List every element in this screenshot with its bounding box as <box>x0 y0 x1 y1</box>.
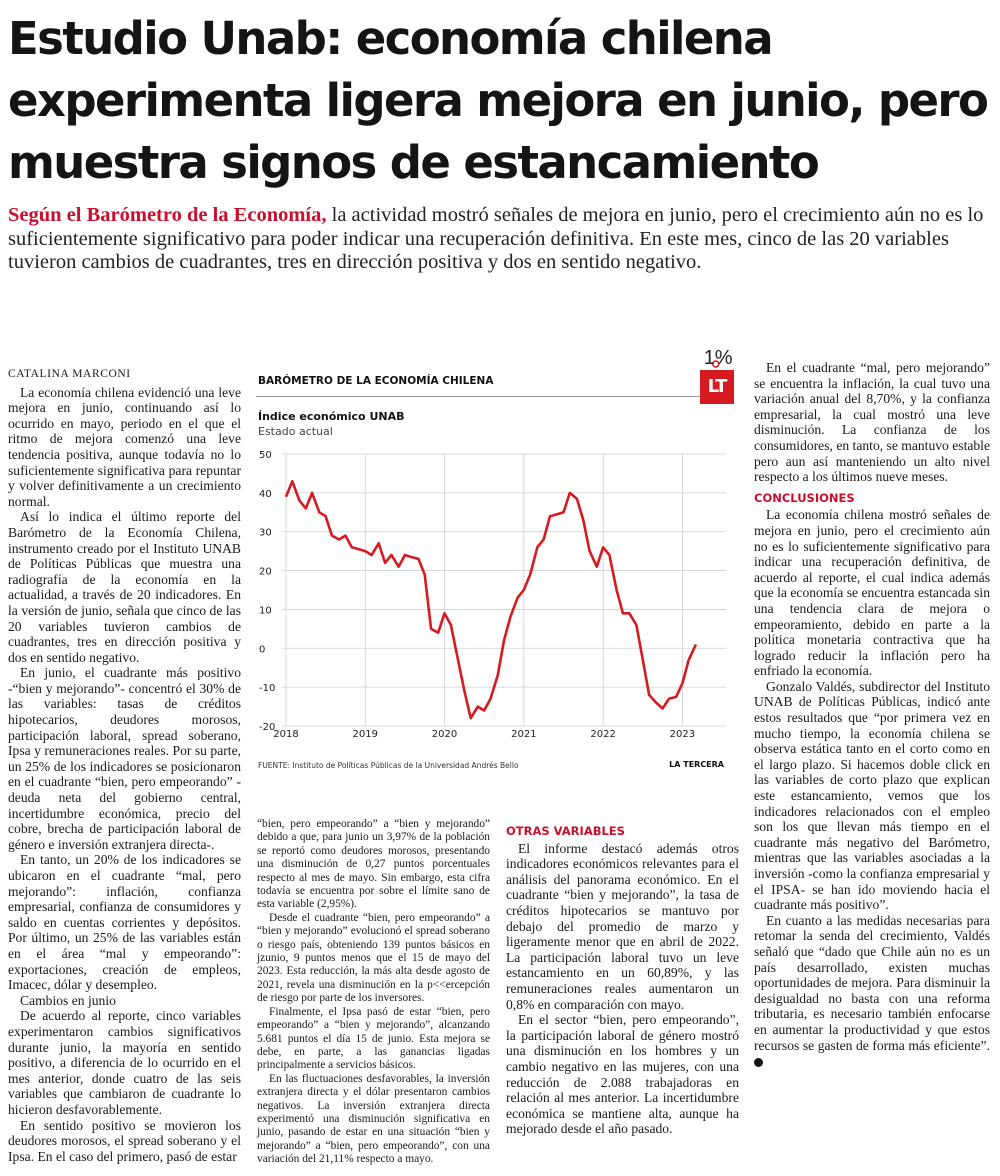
x-tick-label: 2020 <box>431 729 458 740</box>
la-tercera-logo: LT <box>700 370 734 404</box>
article-paragraph: En tanto, un 20% de los indicadores se ubicaron en el cuadrante “mal, pero mejorando”: inflación, confianza empresarial, confianza de consumidores y saldo en cuentas corrientes y depósitos. Por último, un 25% de las variables están en el área “mal y empeorando”: exportaciones, creación de empleos, Imacec, dólar y desempleo. <box>8 852 241 993</box>
article-column-4 <box>754 360 990 1069</box>
article-column-3 <box>506 818 739 1137</box>
section-heading-otras: OTRAS VARIABLES <box>506 824 625 838</box>
y-tick-label: -20 <box>259 722 276 733</box>
chart-title: BARÓMETRO DE LA ECONOMÍA CHILENA <box>258 375 494 387</box>
end-mark-icon: P <box>754 1058 763 1067</box>
chart-brand: LA TERCERA <box>669 760 724 769</box>
article-column-1 <box>8 367 241 1164</box>
section-heading-conclusiones: CONCLUSIONES <box>754 490 855 505</box>
y-tick-label: 30 <box>259 527 272 539</box>
line-chart <box>256 347 740 776</box>
x-tick-label: 2018 <box>273 729 299 740</box>
lead-paragraph <box>8 204 992 275</box>
article-paragraph: En sentido positivo se movieron los deudores morosos, el spread soberano y el Ipsa. En el caso del primero, pasó de estar <box>8 1117 241 1164</box>
chart-subtitle-2: Estado actual <box>258 425 333 438</box>
y-tick-label: 50 <box>259 450 272 461</box>
article-paragraph: En el sector “bien, pero empeorando”, la participación laboral de género mostró una disminución en los hombres y un cambio negativo en las mujeres, con una reducción de 2.088 trabajadoras en relación al mes anterior. La incertidumbre económica se mantiene alta, aunque ha mejorado desde el año pasado. <box>506 1012 739 1137</box>
article-paragraph: Desde el cuadrante “bien, pero empeorando” a “bien y mejorando” evolucionó el spread soberano o riesgo país, obteniendo 139 puntos básicos en jzunio, 9 puntos menos que el 15 de mayo del 2023. Esta reducción, la más alta desde agosto de 2021, revela una disminución en la p<<ercepción de riesgo por parte de los inversores. <box>257 911 490 1005</box>
lead-highlight: Según el Barómetro de la Economía, <box>8 204 327 226</box>
x-tick-label: 2019 <box>352 729 378 740</box>
series-line <box>286 481 696 718</box>
annotation-label: 1% <box>703 347 733 369</box>
article-paragraph: La economía chilena evidenció una leve mejora en junio, continuando así lo ocurrido en mayo, periodo en el que el ritmo de mejora comenzó una leve tendencia positiva, aunque todavía no lo suficientemente significativa para repuntar y volver definitivamente a un crecimiento normal. <box>8 384 241 509</box>
article-paragraph: Así lo indica el último reporte del Barómetro de la Economía Chilena, instrumento creado por el Instituto UNAB de Políticas Públicas que muestra una radiografía de la economía en la actualidad, a través de 20 indicadores. En la versión de junio, señala que cinco de las 20 variables tuvieron cambios de cuadrantes, tres en dirección positiva y dos en sentido negativo. <box>8 509 241 665</box>
x-tick-label: 2022 <box>590 729 616 740</box>
section-heading-cambios: Cambios en junio <box>20 992 116 1008</box>
article-column-2 <box>257 818 490 1167</box>
y-tick-label: 0 <box>259 644 266 656</box>
closing-text: En cuanto a las medidas necesarias para retomar la senda del crecimiento, Valdés señaló que “dado que Chile aún no es un país desarrollado, existen muchas oportunidades de mejora. Para disminuir la desigualdad no basta con una reforma tributaria, es necesario también enfocarse en aumentar la productividad y que estos recursos se gasten de forma más eficiente”. <box>754 912 990 1053</box>
article-paragraph: En el cuadrante “mal, pero mejorando” se encuentra la inflación, la cual tuvo una variación anual del 8,70%, y la confianza empresarial, la cual mostró una leve disminución. La confianza de los consumidores, en tanto, se mantuvo estable pero aun así manteniendo un alto nivel respecto a los últimos nueve meses. <box>754 360 990 485</box>
y-tick-label: 20 <box>259 566 272 578</box>
article-paragraph: De acuerdo al reporte, cinco variables experimentaron cambios significativos durante junio, la mayoría en sentido positivo, a diferencia de lo ocurrido en el mes anterior, donde cuatro de las seis variables que cambiaron de cuadrante lo hicieron desfavorablemente. <box>8 1008 241 1117</box>
y-tick-label: 40 <box>259 488 272 500</box>
article-paragraph-continued: “bien, pero empeorando” a “bien y mejorando” debido a que, para junio un 3,97% de la población se reportó como deudores morosos, presentando una disminución de 0,27 puntos porcentuales respecto al mes de mayo. Sin embargo, esta cifra todavía se encuentra por sobre el límite sano de esta variable (2,95%). <box>257 818 490 911</box>
article-paragraph: Finalmente, el Ipsa pasó de estar “bien, pero empeorando” a “bien y mejorando”, alcanzando 5.681 puntos el día 15 de junio. Esta mejora se debe, en parte, a las ganancias ligadas principalmente a servicios básicos. <box>257 1005 490 1072</box>
byline: CATALINA MARCONI <box>8 368 131 380</box>
article-paragraph: La economía chilena mostró señales de mejora en junio, pero el crecimiento aún no es lo suficientemente significativo para indicar una recuperación definitiva, de acuerdo al reporte, el cual indica además que la economía se encuentra estancada sin una tendencia clara de mejora o empeoramiento, debido en parte a la política monetaria contractiva que ha logrado reducir la inflación pero ha enfriado la economía. <box>754 507 990 679</box>
article-paragraph: El informe destacó además otros indicadores económicos relevantes para el análisis del panorama económico. En el cuadrante “bien y mejorando”, la tasa de créditos hipotecarios se mantuvo por debajo del promedio de marzo y ligeramente menor que en abril de 2022. La participación laboral tuvo un leve estancamiento en un 60,89%, y las remuneraciones reales aumentaron un 0,8% en comparación con mayo. <box>506 840 739 1012</box>
article-paragraph: En las fluctuaciones desfavorables, la inversión extranjera directa y el dólar presentaron cambios negativos. La inversión extranjera directa experimentó una disminución significativa en junio, pasando de estar en una situación “bien y mejorando” a “bien, pero empeorando”, con una variación del 21,11% respecto a mayo. <box>257 1072 490 1166</box>
chart-subtitle: Índice económico UNAB <box>258 410 405 423</box>
article-paragraph: En junio, el cuadrante más positivo -“bien y mejorando”- concentró el 30% de las variables: tasas de créditos hipotecarios, deudores morosos, participación laboral, spread soberano, Ipsa y remuneraciones reales. Por su parte, un 25% de los indicadores se posicionaron en el cuadrante “bien, pero empeorando” -deuda neta del gobierno central, incertidumbre económica, precio del cobre, brecha de participación laboral de género e inversión extranjera directa-. <box>8 665 241 852</box>
x-tick-label: 2021 <box>511 729 537 740</box>
chart-source: FUENTE: Instituto de Políticas Públicas de la Universidad Andrés Bello <box>258 761 519 770</box>
y-tick-label: -10 <box>259 683 276 695</box>
y-tick-label: 10 <box>259 605 272 617</box>
x-tick-label: 2023 <box>669 729 696 740</box>
headline: Estudio Unab: economía chilena experimenta ligera mejora en junio, pero muestra signos de estancamiento <box>8 12 988 189</box>
chart-panel <box>256 347 740 776</box>
article-paragraph <box>754 913 990 1069</box>
article-paragraph: Gonzalo Valdés, subdirector del Instituto UNAB de Políticas Públicas, indicó ante estos resultados que “por primera vez en mucho tiempo, la economía chilena se observa estática tanto en el corto como en el largo plazo. Si hacemos doble click en las variables de corto plazo que explican este estancamiento, vemos que los indicadores relacionados con el empleo son los que llevan más tiempo en el cuadrante más negativo del Barómetro, mientras que las variables asociadas a la inversión -como la confianza empresarial y el IPSA- se han ido moviendo hacia el cuadrante más positivo”. <box>754 678 990 913</box>
lead-text: la actividad mostró señales de mejora en junio, pero el crecimiento aún no es lo suficientemente significativo para poder indicar una recuperación definitiva. En este mes, cinco de las 20 variables tuvieron cambios de cuadrantes, tres en dirección positiva y dos en sentido negativo. <box>8 204 984 273</box>
